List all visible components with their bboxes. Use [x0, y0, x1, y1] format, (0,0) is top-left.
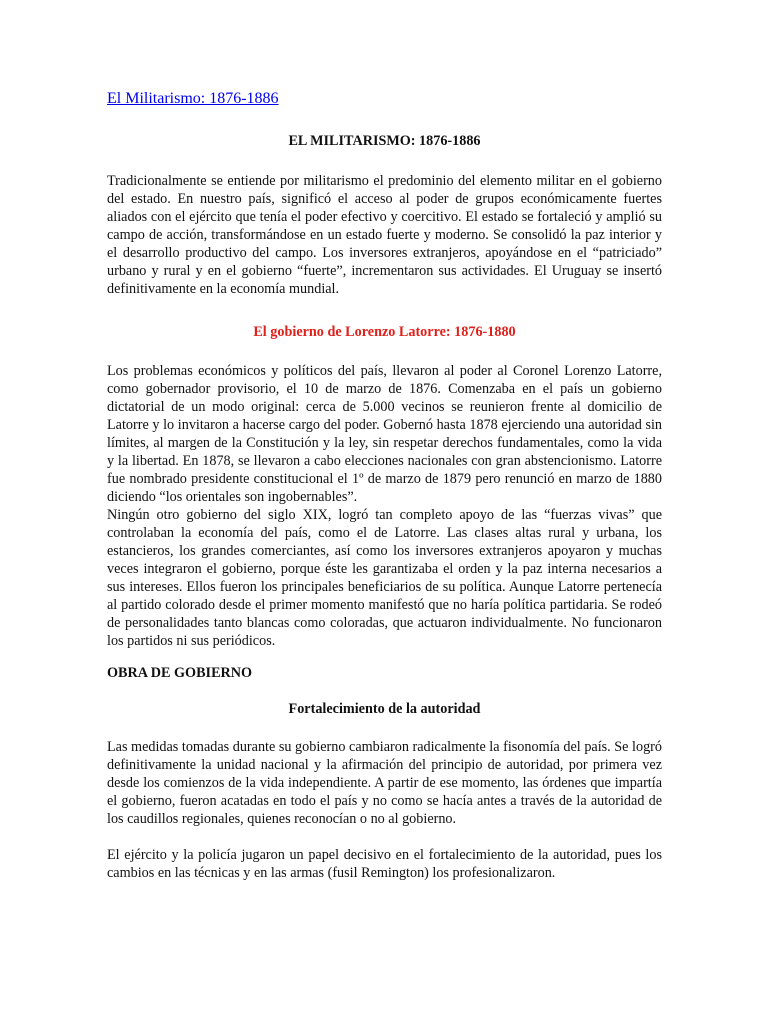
autoridad-paragraph-1: Las medidas tomadas durante su gobierno cambiaron radicalmente la fisonomía del país. Se logró definitivamente la unidad nacional y la afirmación del principio de autoridad, por primera vez desde los comienzos de la vida independiente. A partir de ese momento, las órdenes que impartía el gobierno, fueron acatadas en todo el país y no como se hacía antes a través de la autoridad de los caudillos regionales, quienes reconocían o no al gobierno.: [107, 739, 662, 827]
intro-paragraph: Tradicionalmente se entiende por militarismo el predominio del elemento militar en el gobierno del estado. En nuestro país, significó el acceso al poder de grupos económicamente fuertes aliados con el ejército que tenía el poder efectivo y coercitivo. El estado se fortaleció y amplió su campo de acción, transformándose en un estado fuerte y moderno. Se consolidó la paz interior y el desarrollo productivo del campo. Los inversores extranjeros, apoyándose en el “patriciado” urbano y rural y en el gobierno “fuerte”, incrementaron sus actividades. El Uruguay se insertó definitivamente en la economía mundial.: [107, 173, 662, 297]
obra-heading: OBRA DE GOBIERNO: [107, 665, 253, 681]
title-link[interactable]: El Militarismo: 1876-1886: [107, 90, 279, 107]
main-heading: EL MILITARISMO: 1876-1886: [288, 133, 481, 149]
autoridad-paragraph-2: El ejército y la policía jugaron un papel decisivo en el fortalecimiento de la autoridad, pues los cambios en las técnicas y en las armas (fusil Remington) los profesionalizaron.: [107, 847, 662, 881]
latorre-heading: El gobierno de Lorenzo Latorre: 1876-1880: [253, 324, 516, 340]
latorre-paragraph-2: Ningún otro gobierno del siglo XIX, logró tan completo apoyo de las “fuerzas vivas” que controlaban la economía del país, como el de Latorre. Las clases altas rural y urbana, los estancieros, los grandes comerciantes, así como los inversores extranjeros apoyaron y muchas veces integraron el gobierno, porque éste les garantizaba el orden y la paz interna necesarios a sus intereses. Ellos fueron los principales beneficiarios de su política. Aunque Latorre pertenecía al partido colorado desde el primer momento manifestó que no haría política partidaria. Se rodeó de personalidades tanto blancas como coloradas, que actuaron individualmente. No funcionaron los partidos ni sus periódicos.: [107, 507, 662, 649]
latorre-paragraph-1: Los problemas económicos y políticos del país, llevaron al poder al Coronel Lorenzo Latorre, como gobernador provisorio, el 10 de marzo de 1876. Comenzaba en el país un gobierno dictatorial de un modo original: cerca de 5.000 vecinos se reunieron frente al domicilio de Latorre y lo invitaron a hacerse cargo del poder. Gobernó hasta 1878 ejerciendo una autoridad sin límites, al margen de la Constitución y la ley, sin respetar derechos fundamentales, como la vida y la libertad. En 1878, se llevaron a cabo elecciones nacionales con gran abstencionismo. Latorre fue nombrado presidente constitucional el 1º de marzo de 1879 pero renunció en marzo de 1880 diciendo “los orientales son ingobernables”.: [107, 363, 662, 505]
autoridad-heading: Fortalecimiento de la autoridad: [288, 701, 481, 717]
